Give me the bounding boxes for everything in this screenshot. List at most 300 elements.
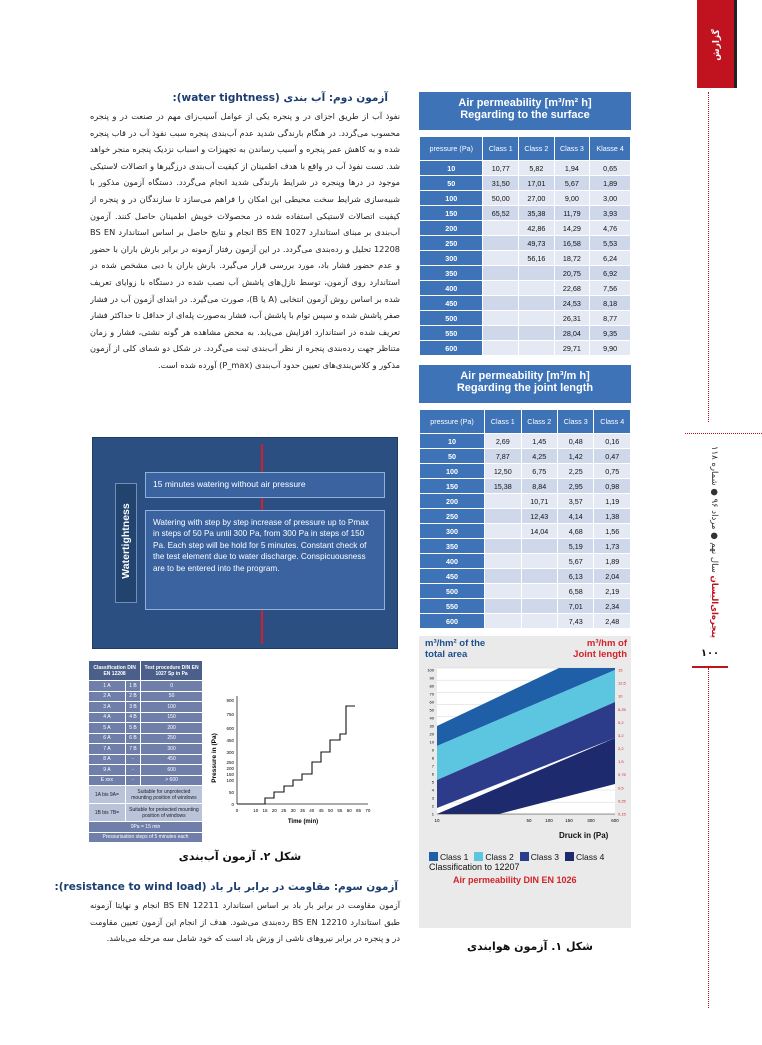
class-cell: 0 <box>141 681 203 692</box>
x-tick-label: 100 <box>545 818 553 823</box>
pressure-cell: 300 <box>420 251 483 266</box>
table2-title <box>419 365 631 409</box>
class-table-box <box>88 660 203 840</box>
pressure-cell: 400 <box>420 281 483 296</box>
table-row <box>420 539 631 554</box>
value-cell: 42,86 <box>519 221 555 236</box>
value-cell: 2,95 <box>558 479 594 494</box>
y-tick-label: 750 <box>226 712 234 717</box>
value-cell <box>483 266 519 281</box>
class-cell: 600 <box>141 765 203 776</box>
value-cell <box>483 281 519 296</box>
value-cell: 2,19 <box>594 584 631 599</box>
table-row <box>420 524 631 539</box>
band-chart <box>419 662 631 830</box>
table-row <box>420 281 631 296</box>
x-tick-label: 60 <box>346 808 352 813</box>
value-cell <box>485 614 521 629</box>
value-cell <box>519 281 555 296</box>
right-tick-label: 6,25 <box>618 706 626 712</box>
value-cell: 9,35 <box>590 326 631 341</box>
note-a-label: 1A bis 9A= <box>89 786 126 804</box>
left-tick-label: 6 <box>431 771 434 777</box>
class-cell: 6 A <box>89 733 126 744</box>
pressure-cell: 450 <box>420 296 483 311</box>
step-chart-ylabel: Pressure in (Pa) <box>211 733 218 783</box>
value-cell: 2,25 <box>558 464 594 479</box>
x-tick-label: 50 <box>526 818 532 823</box>
class-cell: 7 A <box>89 744 126 755</box>
legend-label: Class 4 <box>576 851 605 862</box>
value-cell: 24,53 <box>554 296 590 311</box>
value-cell: 5,67 <box>558 554 594 569</box>
value-cell: 2,34 <box>594 599 631 614</box>
value-cell: 1,89 <box>590 176 631 191</box>
class-cell: - <box>125 765 140 776</box>
sec2-title: آزمون دوم: آب بندی (water tightness): <box>172 92 388 104</box>
class-table <box>88 660 203 843</box>
right-tick-label: 12,5 <box>618 680 626 686</box>
y-tick-label: 300 <box>226 750 234 755</box>
value-cell: 28,04 <box>554 326 590 341</box>
pressure-cell: 500 <box>420 311 483 326</box>
value-cell <box>483 236 519 251</box>
table-row <box>420 236 631 251</box>
pressure-cell: 250 <box>420 509 485 524</box>
table-row <box>420 584 631 599</box>
class-cell: 450 <box>141 754 203 765</box>
class-cell: 50 <box>141 691 203 702</box>
value-cell: 1,73 <box>594 539 631 554</box>
band-right-title <box>569 638 627 660</box>
table2-grid <box>419 409 631 629</box>
left-tick-label: 50 <box>429 707 434 713</box>
right-tick-label: 3,2 <box>618 732 624 738</box>
section-tab <box>697 0 737 88</box>
value-cell: 1,89 <box>594 554 631 569</box>
table1-title-l1: Air permeability [m³/m² h] <box>458 97 592 109</box>
value-cell: 6,24 <box>590 251 631 266</box>
value-cell: 5,67 <box>554 176 590 191</box>
pressure-cell: 10 <box>420 161 483 176</box>
table1 <box>419 92 631 356</box>
value-cell <box>519 296 555 311</box>
table-row <box>420 251 631 266</box>
class-cell: 250 <box>141 733 203 744</box>
left-tick-label: 80 <box>429 683 434 689</box>
y-tick-label: 250 <box>226 760 234 765</box>
table-row <box>89 765 203 776</box>
class-cell: 4 A <box>89 712 126 723</box>
pressure-cell: 200 <box>420 494 485 509</box>
value-cell: 1,45 <box>521 434 557 449</box>
value-cell <box>483 296 519 311</box>
value-cell: 14,29 <box>554 221 590 236</box>
value-cell: 8,84 <box>521 479 557 494</box>
value-cell <box>483 251 519 266</box>
legend-item <box>474 852 513 862</box>
pressure-cell: 500 <box>420 584 485 599</box>
class-cell: - <box>125 754 140 765</box>
left-tick-label: 40 <box>429 715 434 721</box>
x-tick-label: 65 <box>356 808 362 813</box>
value-cell <box>521 614 557 629</box>
value-cell: 5,19 <box>558 539 594 554</box>
class-cell: 2 B <box>125 691 140 702</box>
pressure-cell: 100 <box>420 464 485 479</box>
table-row <box>420 434 631 449</box>
magazine-name: پنجره‌ای‌الیسان <box>709 575 719 638</box>
x-tick-label: 20 <box>271 808 277 813</box>
value-cell <box>485 569 521 584</box>
right-tick-label: 0,5 <box>618 785 624 791</box>
value-cell: 6,13 <box>558 569 594 584</box>
left-tick-label: 9 <box>431 747 434 753</box>
step-chart <box>205 688 377 828</box>
pressure-cell: 10 <box>420 434 485 449</box>
table1-header: Class 3 <box>554 137 590 161</box>
value-cell: 6,58 <box>558 584 594 599</box>
class-table-h2: Test procedure DIN EN 1027 Sp in Pa <box>141 661 203 681</box>
value-cell: 8,18 <box>590 296 631 311</box>
table-row <box>420 206 631 221</box>
left-tick-label: 7 <box>431 763 434 769</box>
value-cell: 8,77 <box>590 311 631 326</box>
table1-header: Class 1 <box>483 137 519 161</box>
legend-swatch <box>429 852 438 861</box>
table-row <box>89 733 203 744</box>
section-tab-label: گزارش <box>712 29 722 61</box>
value-cell: 5,53 <box>590 236 631 251</box>
class-cell: 5 B <box>125 723 140 734</box>
y-tick-label: 900 <box>226 698 234 703</box>
value-cell: 4,68 <box>558 524 594 539</box>
table-row <box>420 176 631 191</box>
table-row <box>89 702 203 713</box>
note-b-label: 1B bis 7B= <box>89 804 126 822</box>
table-row <box>89 775 203 786</box>
pressure-cell: 200 <box>420 221 483 236</box>
table2-header: Class 1 <box>485 410 521 434</box>
value-cell: 12,50 <box>485 464 521 479</box>
value-cell: 3,93 <box>590 206 631 221</box>
table-row <box>420 479 631 494</box>
pressure-cell: 550 <box>420 326 483 341</box>
value-cell: 0,48 <box>558 434 594 449</box>
value-cell: 10,71 <box>521 494 557 509</box>
left-tick-label: 90 <box>429 675 434 681</box>
table2-title-l1: Air permeability [m³/m h] <box>460 370 590 382</box>
band-right-title-l2: Joint length <box>573 649 627 660</box>
x-tick-label: 40 <box>309 808 315 813</box>
watertight-step2: Watering with step by step increase of pressure up to Pmax in steps of 50 Pa until 300 Pa, from 300 Pa in steps of 150 Pa. Each step will be hold for 5 minutes. Constant check of the test element due to water discharge. Conspicuousness are to be entered into the program. <box>145 510 385 610</box>
value-cell: 3,57 <box>558 494 594 509</box>
legend-label: Class 1 <box>440 851 469 862</box>
table-row <box>420 449 631 464</box>
value-cell <box>483 326 519 341</box>
pressure-cell: 250 <box>420 236 483 251</box>
pressure-cell: 50 <box>420 449 485 464</box>
value-cell <box>483 221 519 236</box>
band-left-title-l2: total area <box>425 649 468 660</box>
value-cell <box>485 509 521 524</box>
left-tick-label: 8 <box>431 755 434 761</box>
class-cell: 4 B <box>125 712 140 723</box>
step-chart-xlabel: Time (min) <box>287 819 319 825</box>
value-cell: 56,16 <box>519 251 555 266</box>
legend-swatch <box>474 852 483 861</box>
table-row <box>420 614 631 629</box>
class-cell: 300 <box>141 744 203 755</box>
value-cell: 1,42 <box>558 449 594 464</box>
value-cell <box>521 599 557 614</box>
sec2-paragraph: نفوذ آب از طریق اجزای در و پنجره یکی از عوامل آسیب‌زای مهم در صنعت در و پنجره محسوب می‌گردد. در هنگام بارندگی شدید عدم آب‌بندی پنجره سبب نفوذ آب در قاب پنجره شده و به کاهش عمر پنجره و آسیب رساندن به تجهیزات و اسباب نزدیک پنجره منجر خواهد شد. تست نفوذ آب در واقع با هدف اطمینان از کیفیت آب‌بندی درزگیرها و اتصالات لاستیکی موجود در درها وپنجره در شرایط بارندگی شدید انجام می‌گردد. دستگاه آزمون مذکور با شبیه‌سازی شرایط سخت محیطی این امکان را فراهم می‌سازد تا سازندگان در و پنجره از کیفیت اتصالات لاستیکی استفاده شده در محصولات خویش اطمینان حاصل کنند. آزمون آب‌بندی بر مبنای استاندارد BS EN 1027 انجام و نتایج حاصل بر اساس استاندارد BS EN 12208 تحلیل و رده‌بندی می‌گردد. در این آزمون رفتار آزمونه در برابر بارش باران با حضور و عدم حضور فشار باد، مورد بررسی قرار می‌گیرد. بارش باران با دبی مشخص شده در استاندارد روی آزمون، توسط نازل‌های پاشش آب نصب شده در دستگاه با زوایای تعریف شده بر اساس روش آزمون انتخابی (A یا B)، صورت می‌گیرد. در ابتدای آزمون آب در فشار صفر پاشش شده و سپس توام با پاشش آب، فشار به‌صورت پله‌ای از حداقل تا حداکثر فشار تعریف شده در استاندارد افزایش می‌یابد. به محض مشاهده هر گونه نشتی، فشار و زمان متناظر جهت رده‌بندی پنجره از نظر آب‌بندی ثبت می‌گردد. در شکل دو شمای کلی از آزمون مذکور و کلاس‌بندی‌های تعیین حدود آب‌بندی (P_max) آورده شده است. <box>90 111 400 370</box>
table-row <box>420 464 631 479</box>
value-cell: 7,43 <box>558 614 594 629</box>
sec3-paragraph: آزمون مقاومت در برابر بار باد بر اساس استاندارد BS EN 12211 انجام و نهایتا آزمونه طبق استاندارد BS EN 12210 رده‌بندی می‌شود. هدف از انجام این آزمون تعیین مقاومت در و پنجره در برابر نیروهای ناشی از وزش باد است که خود شامل سه مرحله می‌باشد. <box>90 900 401 944</box>
table-row <box>420 221 631 236</box>
right-tick-label: 5,2 <box>618 719 624 725</box>
table-row <box>420 599 631 614</box>
x-tick-label: 15 <box>262 808 268 813</box>
value-cell: 2,04 <box>594 569 631 584</box>
value-cell: 10,77 <box>483 161 519 176</box>
value-cell: 0,98 <box>594 479 631 494</box>
value-cell <box>521 539 557 554</box>
table-row <box>420 554 631 569</box>
sec3-title: آزمون سوم: مقاومت در برابر بار باد (resistance to wind load): <box>54 881 398 893</box>
class-cell: 1 B <box>125 681 140 692</box>
x-tick-label: 10 <box>253 808 259 813</box>
pressure-cell: 100 <box>420 191 483 206</box>
legend-label: Class 3 <box>530 851 560 862</box>
class-cell: 150 <box>141 712 203 723</box>
table1-title-l2: Regarding to the surface <box>460 109 590 121</box>
value-cell: 9,90 <box>590 341 631 356</box>
x-tick-label: 0 <box>235 808 239 813</box>
table1-grid <box>419 136 631 356</box>
table-row <box>89 744 203 755</box>
table-row <box>89 754 203 765</box>
legend-item <box>520 852 559 862</box>
page-number-text: ۱۰۰ <box>700 647 720 659</box>
value-cell: 1,56 <box>594 524 631 539</box>
pressure-cell: 550 <box>420 599 485 614</box>
x-tick-label: 70 <box>365 808 371 813</box>
watertight-step1: 15 minutes watering without air pressure <box>145 472 385 498</box>
band-standard: Air permeability DIN EN 1026 <box>453 875 577 885</box>
table-row <box>420 311 631 326</box>
legend-label: Class 2 <box>485 851 514 862</box>
table-row <box>420 494 631 509</box>
value-cell: 1,19 <box>594 494 631 509</box>
value-cell: 14,04 <box>521 524 557 539</box>
y-tick-label: 0 <box>231 802 234 807</box>
value-cell: 0,16 <box>594 434 631 449</box>
class-cell: 200 <box>141 723 203 734</box>
class-footer1: 0Pa = 15 min <box>89 822 203 833</box>
band-left-title-l1: m³/hm² of the <box>425 638 486 649</box>
left-tick-label: 3 <box>431 795 434 801</box>
value-cell: 4,14 <box>558 509 594 524</box>
x-tick-label: 300 <box>587 818 595 823</box>
left-tick-label: 5 <box>431 779 434 785</box>
right-tick-label: 0,25 <box>618 798 626 804</box>
value-cell: 2,69 <box>485 434 521 449</box>
table-row <box>420 569 631 584</box>
value-cell: 31,50 <box>483 176 519 191</box>
value-cell: 16,58 <box>554 236 590 251</box>
band-xlabel: Druck in (Pa) <box>559 831 609 840</box>
value-cell: 35,38 <box>519 206 555 221</box>
table-row <box>420 509 631 524</box>
value-cell <box>483 311 519 326</box>
value-cell: 1,94 <box>554 161 590 176</box>
y-tick-label: 200 <box>226 766 234 771</box>
value-cell: 15,38 <box>485 479 521 494</box>
value-cell: 4,25 <box>521 449 557 464</box>
pressure-cell: 450 <box>420 569 485 584</box>
band-chart-box <box>419 636 631 928</box>
value-cell: 50,00 <box>483 191 519 206</box>
left-tick-label: 1 <box>431 811 434 817</box>
x-tick-label: 30 <box>290 808 296 813</box>
x-tick-label: 10 <box>434 818 440 823</box>
value-cell: 11,79 <box>554 206 590 221</box>
y-tick-label: 600 <box>226 726 234 731</box>
value-cell <box>485 539 521 554</box>
dotted-rule-bottom <box>708 668 709 1008</box>
legend-item <box>429 852 468 862</box>
pressure-cell: 350 <box>420 266 483 281</box>
value-cell: 7,56 <box>590 281 631 296</box>
value-cell <box>485 494 521 509</box>
x-tick-label: 150 <box>565 818 573 823</box>
x-tick-label: 600 <box>611 818 619 823</box>
value-cell: 0,47 <box>594 449 631 464</box>
value-cell <box>485 599 521 614</box>
table-row <box>420 266 631 281</box>
band-left-title <box>425 638 485 660</box>
class-cell: 1 A <box>89 681 126 692</box>
band-right-title-l1: m³/hm of <box>586 638 627 649</box>
class-cell: > 600 <box>141 775 203 786</box>
left-tick-label: 4 <box>431 787 434 793</box>
value-cell: 20,75 <box>554 266 590 281</box>
left-tick-label: 20 <box>429 731 434 737</box>
value-cell: 12,43 <box>521 509 557 524</box>
right-tick-label: 0,15 <box>618 811 626 817</box>
value-cell <box>521 554 557 569</box>
value-cell: 27,00 <box>519 191 555 206</box>
table2 <box>419 365 631 629</box>
table2-header: pressure (Pa) <box>420 410 485 434</box>
x-tick-label: 45 <box>318 808 324 813</box>
class-table-h1: Classification DIN EN 12208 <box>89 661 141 681</box>
class-footer2: Pressurisation steps of 5 minutes each <box>89 832 203 843</box>
table-row <box>420 326 631 341</box>
left-tick-label: 70 <box>429 691 434 697</box>
value-cell <box>519 311 555 326</box>
class-cell: - <box>125 775 140 786</box>
table-row <box>89 681 203 692</box>
watertight-box <box>92 437 398 649</box>
left-tick-label: 100 <box>427 667 434 673</box>
class-cell: 9 A <box>89 765 126 776</box>
issue-info: سال نهم ● مرداد ۹۶ ● شماره ۱۱۸ <box>709 446 719 573</box>
value-cell: 5,82 <box>519 161 555 176</box>
table2-header: Class 4 <box>594 410 631 434</box>
value-cell: 49,73 <box>519 236 555 251</box>
value-cell <box>519 266 555 281</box>
pressure-cell: 600 <box>420 614 485 629</box>
step-curve <box>237 706 355 804</box>
x-tick-label: 35 <box>299 808 305 813</box>
table1-header: pressure (Pa) <box>420 137 483 161</box>
value-cell: 0,65 <box>590 161 631 176</box>
table-row <box>420 296 631 311</box>
value-cell <box>485 584 521 599</box>
table1-title <box>419 92 631 136</box>
right-tick-label: 2,2 <box>618 746 624 752</box>
running-header <box>703 446 719 638</box>
band-classification: Classification to 12207 <box>429 862 520 872</box>
left-tick-label: 10 <box>429 739 434 745</box>
y-tick-label: 50 <box>228 790 234 795</box>
class-cell: E xxx <box>89 775 126 786</box>
left-tick-label: 60 <box>429 699 434 705</box>
pressure-cell: 150 <box>420 479 485 494</box>
class-cell: 3 B <box>125 702 140 713</box>
pressure-cell: 400 <box>420 554 485 569</box>
value-cell: 65,52 <box>483 206 519 221</box>
band-legend <box>429 846 629 860</box>
left-tick-label: 30 <box>429 723 434 729</box>
value-cell: 3,00 <box>590 191 631 206</box>
legend-swatch <box>565 852 574 861</box>
table2-header: Class 3 <box>558 410 594 434</box>
table-row <box>89 691 203 702</box>
table1-header: Class 2 <box>519 137 555 161</box>
page-number <box>692 640 728 668</box>
value-cell <box>485 524 521 539</box>
table2-header: Class 2 <box>521 410 557 434</box>
right-tick-label: 10 <box>618 693 623 699</box>
table-row <box>89 712 203 723</box>
legend-swatch <box>520 852 529 861</box>
right-tick-label: 0,75 <box>618 772 626 778</box>
note-a: Suitable for unprotected mounting position of windows <box>125 786 202 804</box>
value-cell: 29,71 <box>554 341 590 356</box>
value-cell: 6,92 <box>590 266 631 281</box>
value-cell <box>519 326 555 341</box>
class-cell: 2 A <box>89 691 126 702</box>
x-tick-label: 55 <box>337 808 343 813</box>
y-tick-label: 450 <box>226 738 234 743</box>
dotted-rule-h <box>685 433 762 434</box>
class-cell: 8 A <box>89 754 126 765</box>
right-tick-label: 1,5 <box>618 759 624 765</box>
y-tick-label: 150 <box>226 772 234 777</box>
value-cell: 26,31 <box>554 311 590 326</box>
dotted-rule-top <box>708 92 709 422</box>
class-cell: 100 <box>141 702 203 713</box>
pressure-cell: 350 <box>420 539 485 554</box>
value-cell: 7,01 <box>558 599 594 614</box>
value-cell <box>519 341 555 356</box>
table1-header: Klasse 4 <box>590 137 631 161</box>
x-tick-label: 25 <box>281 808 287 813</box>
